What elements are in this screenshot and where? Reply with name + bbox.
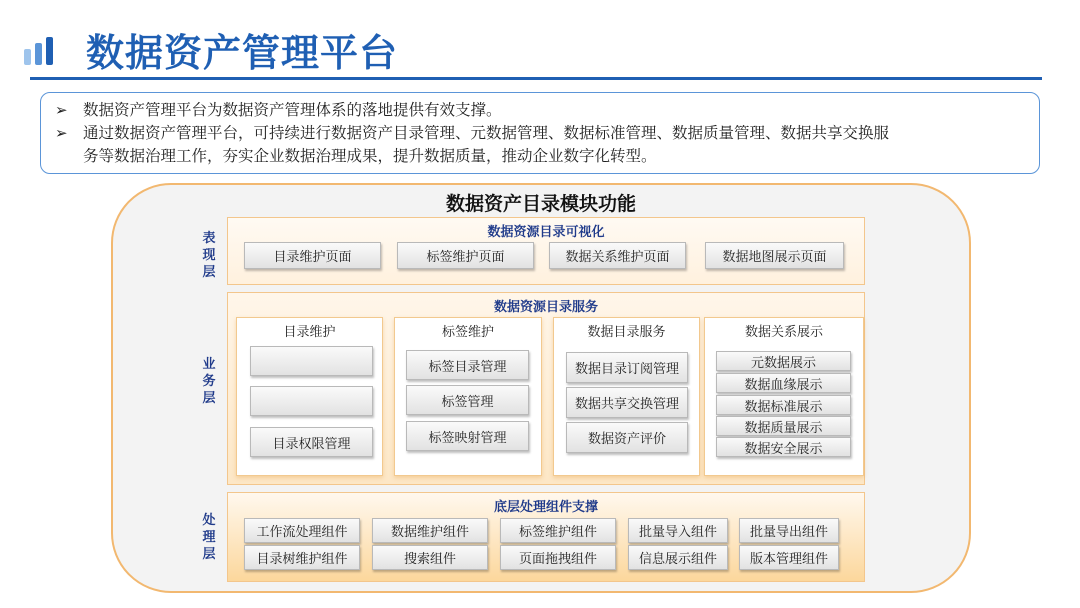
function-box-catalog-permission: 目录权限管理 xyxy=(250,427,373,457)
title-divider xyxy=(30,77,1042,80)
page-box-catalog-maintenance: 目录维护页面 xyxy=(244,242,381,269)
function-box-tag-mapping: 标签映射管理 xyxy=(406,421,529,451)
function-box-empty-2 xyxy=(250,386,373,416)
function-box-lineage-display: 数据血缘展示 xyxy=(716,373,851,393)
label-char: 处 xyxy=(202,513,216,528)
column-title: 数据关系展示 xyxy=(744,325,823,340)
layer-label-business xyxy=(201,356,217,407)
presentation-layer-title: 数据资源目录可视化 xyxy=(487,225,605,240)
processing-layer-title: 底层处理组件支撑 xyxy=(493,500,598,515)
function-box-tag-catalog: 标签目录管理 xyxy=(406,350,529,380)
intro-text: 通过数据资产管理平台，可持续进行数据资产目录管理、元数据管理、数据标准管理、数据质量管理、数据共享交换服 xyxy=(83,124,890,142)
intro-text: 务等数据治理工作，夯实企业数据治理成果，提升数据质量，推动企业数字化转型。 xyxy=(83,147,657,165)
component-box-version-management: 版本管理组件 xyxy=(739,545,839,570)
function-box-standard-display: 数据标准展示 xyxy=(716,395,851,415)
business-layer-title: 数据资源目录服务 xyxy=(493,300,598,315)
column-title: 数据目录服务 xyxy=(587,325,666,340)
function-box-data-exchange: 数据共享交换管理 xyxy=(566,387,688,418)
page-box-tag-maintenance: 标签维护页面 xyxy=(397,242,534,269)
component-box-tag-maintenance: 标签维护组件 xyxy=(500,518,616,543)
page-title: 数据资产管理平台 xyxy=(86,31,399,75)
label-char: 理 xyxy=(202,530,216,545)
intro-box xyxy=(40,92,1040,174)
component-box-batch-import: 批量导入组件 xyxy=(628,518,728,543)
label-char: 层 xyxy=(202,265,216,280)
layer-label-presentation xyxy=(201,230,217,281)
component-box-catalog-tree: 目录树维护组件 xyxy=(244,545,360,570)
component-box-info-display: 信息展示组件 xyxy=(628,545,728,570)
function-box-catalog-subscription: 数据目录订阅管理 xyxy=(566,352,688,383)
bullet-arrow-icon: ➢ xyxy=(55,101,68,119)
page-box-relation-maintenance: 数据关系维护页面 xyxy=(549,242,686,269)
function-box-security-display: 数据安全展示 xyxy=(716,437,851,457)
label-char: 表 xyxy=(202,231,216,246)
function-box-empty-1 xyxy=(250,346,373,376)
component-box-batch-export: 批量导出组件 xyxy=(739,518,839,543)
column-title: 目录维护 xyxy=(283,325,336,340)
title-bars-icon xyxy=(24,37,64,65)
intro-bullet-2-cont xyxy=(55,145,1025,168)
label-char: 层 xyxy=(202,547,216,562)
function-box-asset-evaluation: 数据资产评价 xyxy=(566,422,688,453)
column-title: 标签维护 xyxy=(441,325,494,340)
intro-text: 数据资产管理平台为数据资产管理体系的落地提供有效支撑。 xyxy=(83,101,502,119)
function-box-metadata-display: 元数据展示 xyxy=(716,351,851,371)
label-char: 层 xyxy=(202,391,216,406)
function-box-tag-management: 标签管理 xyxy=(406,385,529,415)
component-box-drag-drop: 页面拖拽组件 xyxy=(500,545,616,570)
page-box-data-map: 数据地图展示页面 xyxy=(705,242,844,269)
bullet-arrow-icon: ➢ xyxy=(55,124,68,142)
component-box-search: 搜索组件 xyxy=(372,545,488,570)
intro-bullet-1 xyxy=(55,99,1025,122)
layer-label-processing xyxy=(201,512,217,563)
component-box-data-maintenance: 数据维护组件 xyxy=(372,518,488,543)
component-box-workflow: 工作流处理组件 xyxy=(244,518,360,543)
intro-bullet-2 xyxy=(55,122,1025,145)
label-char: 务 xyxy=(202,374,216,389)
label-char: 现 xyxy=(202,248,216,263)
function-box-quality-display: 数据质量展示 xyxy=(716,416,851,436)
label-char: 业 xyxy=(202,357,216,372)
diagram-title: 数据资产目录模块功能 xyxy=(445,193,636,215)
